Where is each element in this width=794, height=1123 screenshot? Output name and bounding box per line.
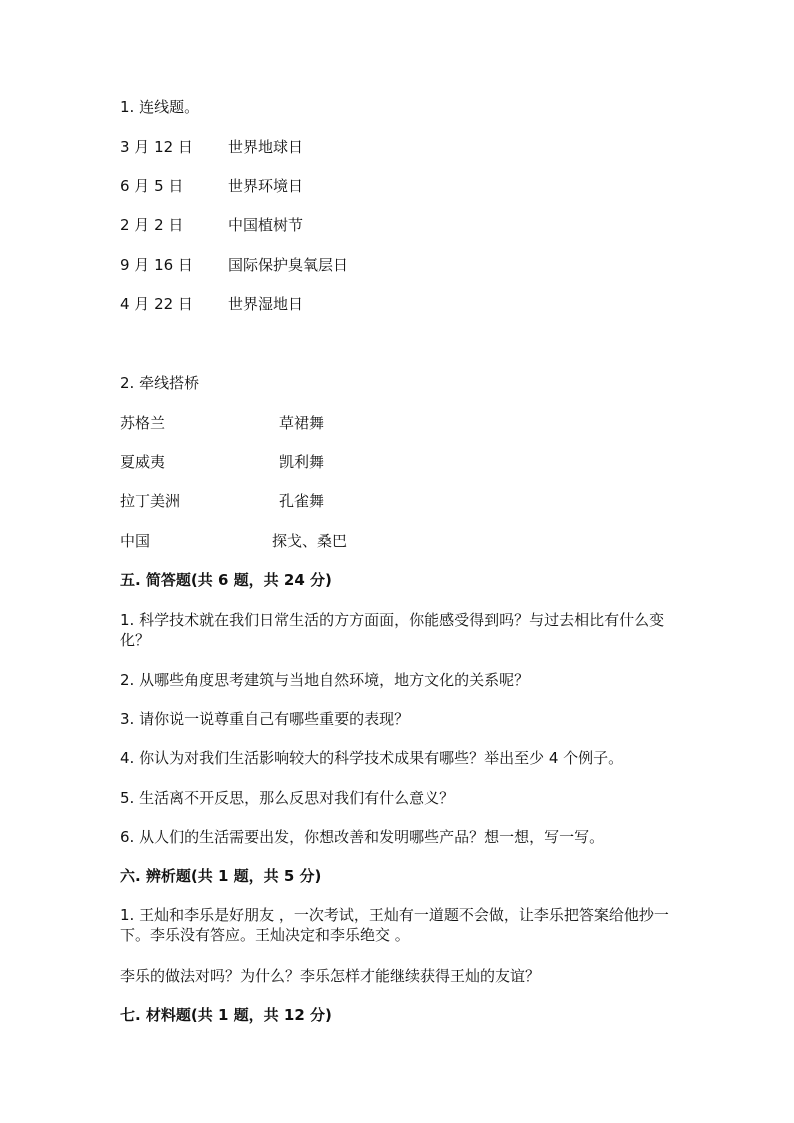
section5-question-2: 2. 从哪些角度思考建筑与当地自然环境，地方文化的关系呢？ [120, 671, 530, 689]
section7-heading: 七. 材料题(共 1 题，共 12 分) [120, 1006, 332, 1024]
bridge-dance-1: 草裙舞 [279, 414, 325, 432]
match-event-5: 世界湿地日 [228, 295, 304, 313]
match-event-2: 世界环境日 [228, 177, 304, 195]
match-date-5: 4 月 22 日 [120, 295, 193, 313]
section6-paragraph-1: 1. 王灿和李乐是好朋友 ，一次考试，王灿有一道题不会做，让李乐把答案给他抄一下。李乐没有答应。王灿决定和李乐绝交 。 [120, 906, 669, 944]
match-event-4: 国际保护臭氧层日 [228, 256, 349, 274]
section5-question-3: 3. 请你说一说尊重自己有哪些重要的表现？ [120, 710, 410, 728]
bridge-place-4: 中国 [120, 532, 151, 550]
section5-heading: 五. 简答题(共 6 题，共 24 分) [120, 571, 332, 589]
bridge-title: 2. 牵线搭桥 [120, 374, 200, 392]
bridge-dance-3: 孔雀舞 [279, 492, 325, 510]
match-title: 1. 连线题。 [120, 98, 200, 116]
bridge-dance-4: 探戈、桑巴 [272, 532, 348, 550]
section6-paragraph-2: 李乐的做法对吗？为什么？李乐怎样才能继续获得王灿的友谊？ [120, 967, 541, 985]
bridge-dance-2: 凯利舞 [279, 453, 325, 471]
bridge-place-3: 拉丁美洲 [120, 492, 181, 510]
section5-question-4: 4. 你认为对我们生活影响较大的科学技术成果有哪些？举出至少 4 个例子。 [120, 749, 624, 767]
section6-heading: 六. 辨析题(共 1 题，共 5 分) [120, 867, 322, 885]
match-event-1: 世界地球日 [228, 138, 304, 156]
section5-question-1: 1. 科学技术就在我们日常生活的方方面面，你能感受得到吗？与过去相比有什么变化？ [120, 611, 665, 649]
section5-question-5: 5. 生活离不开反思，那么反思对我们有什么意义？ [120, 789, 455, 807]
match-date-1: 3 月 12 日 [120, 138, 193, 156]
section5-question-6: 6. 从人们的生活需要出发，你想改善和发明哪些产品？想一想，写一写。 [120, 828, 605, 846]
bridge-place-2: 夏威夷 [120, 453, 166, 471]
match-date-3: 2 月 2 日 [120, 216, 184, 234]
match-event-3: 中国植树节 [228, 216, 304, 234]
bridge-place-1: 苏格兰 [120, 414, 166, 432]
match-date-2: 6 月 5 日 [120, 177, 184, 195]
match-date-4: 9 月 16 日 [120, 256, 193, 274]
